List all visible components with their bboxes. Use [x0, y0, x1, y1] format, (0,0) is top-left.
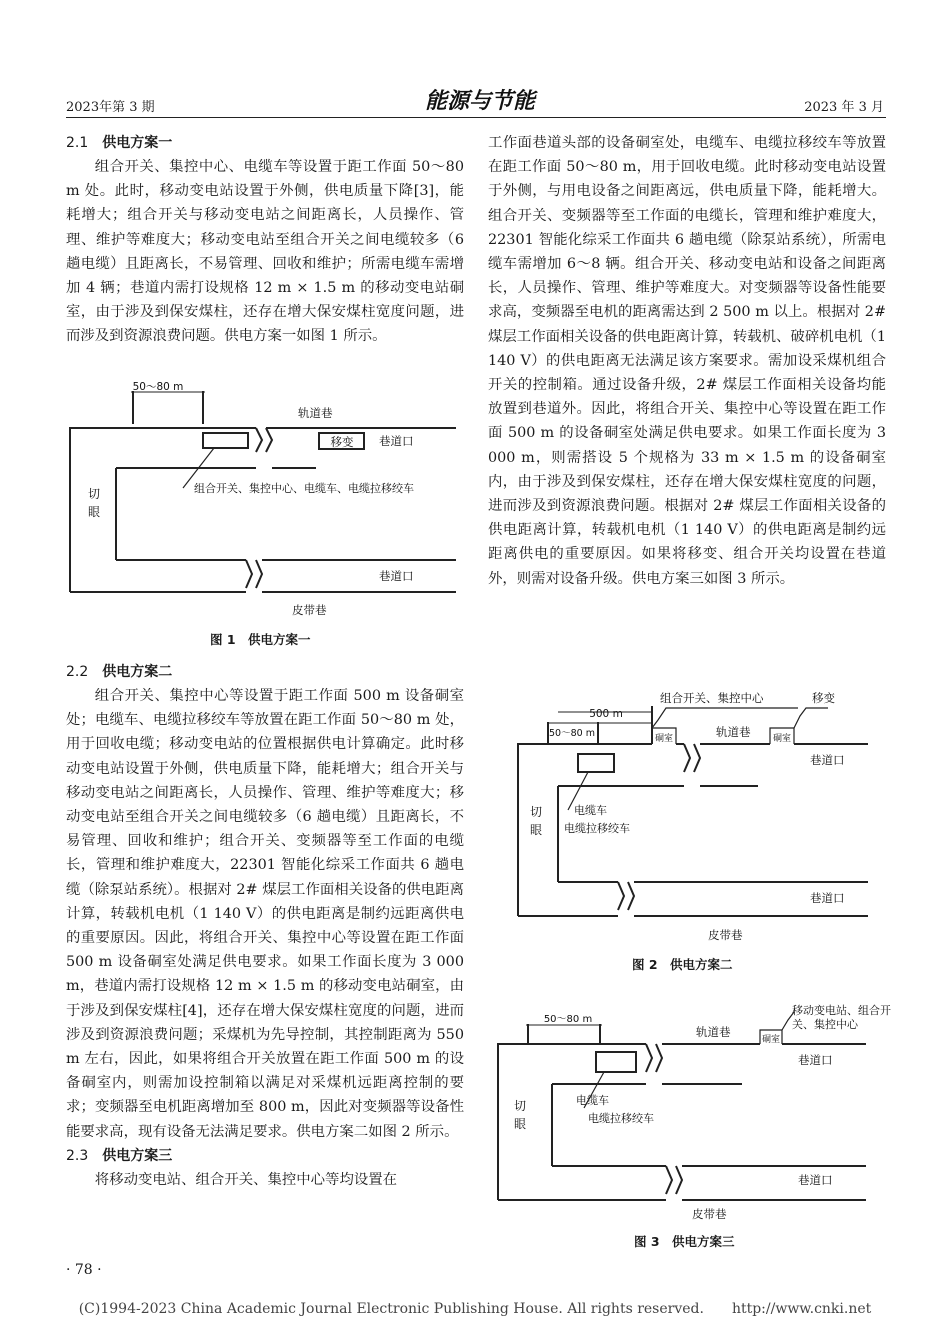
header-rule	[66, 117, 886, 118]
journal-logo	[424, 86, 536, 114]
fig2-face-text: 切	[530, 805, 543, 819]
header-date: 2023 年 3 月	[804, 100, 884, 115]
fig2-entrance-top: 巷道口	[810, 753, 845, 767]
fig1-substation-label: 移变	[330, 435, 354, 449]
fig1-equipment-label: 组合开关、集控中心、电缆车、电缆拉移绞车	[194, 482, 414, 495]
fig2-switch-label: 组合开关、集控中心	[660, 691, 764, 705]
journal-logo-text: 能源与节能	[424, 88, 536, 114]
left-column-lower	[66, 660, 464, 1192]
figure-2	[508, 686, 878, 948]
fig3-winch: 电缆拉移绞车	[588, 1112, 654, 1125]
fig3-face-text: 切	[514, 1099, 527, 1113]
fig2-face-label: 切眼	[530, 805, 543, 837]
fig1-distance-label: 50～80 m	[132, 381, 184, 393]
section-2-2-heading: 2.2 供电方案二	[66, 664, 173, 680]
figure-1	[66, 380, 466, 626]
right-column	[488, 131, 886, 591]
fig3-entrance-bottom: 巷道口	[798, 1173, 833, 1187]
fig3-devices-label	[792, 1003, 891, 1031]
paragraph-2-3-cont: 工作面巷道头部的设备硐室处，电缆车、电缆拉移绞车等放置在距工作面 50～80 m，用于回收电缆。此时移动变电站设置于外侧，与用电设备之间距离远，供电质量下降，能耗增大。组合开关、变频器等至工作面的电缆长，管理和维护难度大，22301 智能化综采工作面共 6 趟电缆（除泵站系统），所需电缆车需增加 6～8 辆。组合开关、移动变电站和设备之间距离长，人员操作、管理、维护等难度大。对变频器等设备性能要求高，变频器至电机的距离需达到 2 500 m 以上。根据对 2# 煤层工作面相关设备的供电距离计算，转载机、破碎机电机（1 140 V）的供电距离无法满足该方案要求。需加设采煤机组合开关的控制箱。通过设备升级，2# 煤层工作面相关设备均能放置到巷道外。因此，将组合开关、集控中心等设置在距工作面 500 m 的设备硐室处满足供电要求。如果工作面长度为 3 000 m，则需搭设 5 个规格为 33 m × 1.5 m 的设备硐室内，由于涉及到保安煤柱，还存在增大保安煤柱宽度的问题，进而涉及到资源浪费问题。根据对 2# 煤层工作面相关设备的供电距离计算，转载机电机（1 140 V）的供电距离是制约远距离供电的重要原因。如果将移变、组合开关均设置在巷道外，则需对设备升级。供电方案三如图 3 所示。	[488, 135, 886, 587]
fig3-cable-car: 电缆车	[576, 1094, 609, 1107]
fig3-distance-label: 50～80 m	[543, 1014, 593, 1025]
copyright-footer: (C)1994-2023 China Academic Journal Electronic Publishing House. All rights reserved. http://www.cnki.net	[78, 1301, 872, 1317]
figure-1-caption: 图 1 供电方案一	[210, 632, 311, 647]
fig1-face-label: 切眼	[88, 487, 101, 519]
figure-2-caption: 图 2 供电方案二	[632, 957, 733, 972]
figure-3	[492, 1004, 891, 1222]
paragraph-2-1: 组合开关、集控中心、电缆车等设置于距工作面 50～80 m 处。此时，移动变电站设置于外侧，供电质量下降[3]，能耗增大；组合开关与移动变电站之间距离长，人员操作、管理、维护等难度大；移动变电站至组合开关之间电缆较多（6 趟电缆）且距离长，不易管理、回收和维护；所需电缆车需增加 4 辆；巷道内需打设规格 12 m × 1.5 m 的移动变电站硐室，由于涉及到保安煤柱，还存在增大保安煤柱宽度问题，进而涉及到资源浪费问题。供电方案一如图 1 所示。	[66, 159, 464, 345]
fig3-devices-text-line2: 关、集控中心	[792, 1018, 858, 1031]
fig2-chamber-left: 硐室	[654, 734, 674, 744]
header-issue: 2023年第 3 期	[66, 100, 155, 115]
fig3-track-label: 轨道巷	[696, 1025, 731, 1039]
fig1-belt-label: 皮带巷	[292, 603, 327, 617]
fig1-entrance-top: 巷道口	[379, 434, 414, 448]
fig2-belt-label: 皮带巷	[708, 928, 743, 942]
fig3-devices-text: 移动变电站、组合开	[792, 1004, 891, 1017]
fig2-entrance-bottom: 巷道口	[810, 891, 845, 905]
figure-3-caption: 图 3 供电方案三	[634, 1234, 735, 1249]
fig3-chamber: 硐室	[761, 1035, 781, 1045]
fig1-entrance-bottom: 巷道口	[379, 569, 414, 583]
fig3-belt-label: 皮带巷	[692, 1207, 727, 1221]
fig2-distance-500: 500 m	[589, 708, 623, 720]
section-2-1-heading: 2.1 供电方案一	[66, 135, 173, 151]
fig1-track-label: 轨道巷	[298, 406, 333, 420]
section-2-3-heading: 2.3 供电方案三	[66, 1147, 173, 1164]
paragraph-2-2: 组合开关、集控中心等设置于距工作面 500 m 设备硐室处；电缆车、电缆拉移绞车等放置在距工作面 50～80 m 处，用于回收电缆；移动变电站的位置根据供电计算确定。此时移动变电站设置于外侧，供电质量下降，能耗增大；组合开关与移动变电站之间距离长，人员操作、管理、维护等难度大；移动变电站至组合开关之间电缆较多（6 趟电缆）且距离长，不易管理、回收和维护；组合开关、变频器等至工作面的电缆长，管理和维护难度大，22301 智能化综采工作面共 6 趟电缆（除泵站系统）。根据对 2# 煤层工作面相关设备的供电距离计算，转载机电机（1 140 V）的供电距离是制约远距离供电的重要原因。因此，将组合开关、集控中心等设置在距工作面 500 m 设备硐室处满足供电要求。如果工作面长度为 3 000 m，巷道内需打设规格 12 m × 1.5 m 的移动变电站硐室，由于涉及到保安煤柱[4]，还存在增大保安煤柱宽度的问题，进而涉及到资源浪费问题；采煤机为先导控制，其控制距离为 550 m 左右，因此，如果将组合开关放置在距工作面 500 m 的设备硐室内，则需加设控制箱以满足对采煤机远距离控制的要求；变频器至电机距离增加至 800 m，因此对变频器等设备性能要求高，现有设备无法满足要求。供电方案二如图 2 所示。	[66, 688, 464, 1140]
fig2-track-label: 轨道巷	[716, 725, 751, 739]
fig2-distance-label: 50～80 m	[549, 728, 595, 739]
fig2-chamber-right: 硐室	[772, 734, 792, 744]
fig2-substation-label: 移变	[812, 691, 835, 705]
fig2-winch: 电缆拉移绞车	[564, 822, 630, 835]
fig3-entrance-top: 巷道口	[798, 1053, 833, 1067]
left-column	[66, 131, 464, 349]
fig1-face-text: 切	[88, 487, 101, 501]
paragraph-2-3-start: 将移动变电站、组合开关、集控中心等均设置在	[94, 1171, 398, 1188]
fig3-face-label: 切眼	[514, 1099, 527, 1131]
page-number: · 78 ·	[66, 1262, 102, 1278]
fig2-cable-car: 电缆车	[574, 804, 607, 817]
